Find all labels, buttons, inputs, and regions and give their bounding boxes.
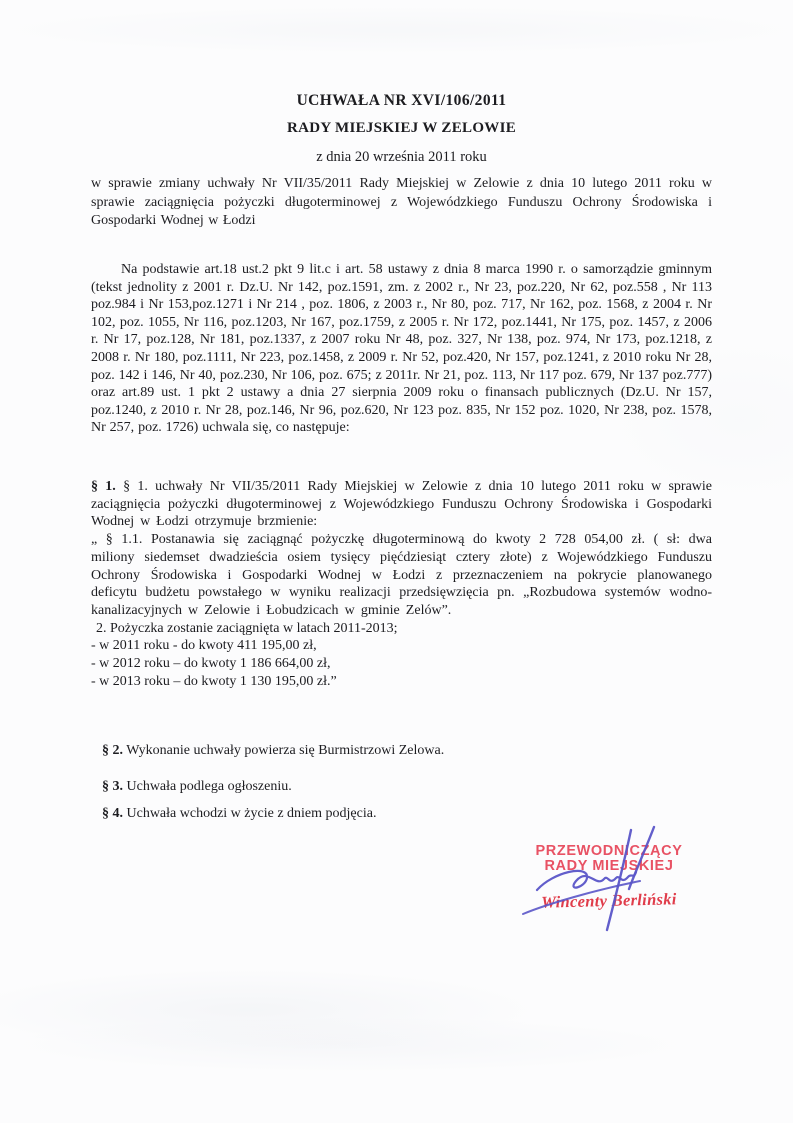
issuing-authority: RADY MIEJSKIEJ W ZELOWIE — [286, 120, 517, 136]
section-1-marker: § 1. — [91, 479, 116, 494]
signer-name: Wincenty Berliński — [541, 889, 677, 912]
section-4 — [91, 806, 712, 822]
section-3-marker: § 3. — [102, 779, 123, 794]
section-4-text: Uchwała wchodzi w życie z dniem podjęcia. — [126, 806, 377, 821]
section-1 — [91, 478, 712, 690]
section-3-text: Uchwała podlega ogłoszeniu. — [126, 779, 292, 794]
loan-years-line: 2. Pożyczka zostanie zaciągnięta w latach 2011-2013; — [96, 620, 398, 636]
section-2-marker: § 2. — [102, 743, 123, 758]
subject-paragraph: w sprawie zmiany uchwały Nr VII/35/2011 Rady Miejskiej w Zelowie z dnia 10 lutego 2011 roku w sprawie zaciągnięcia pożyczki długoterminowej z Wojewódzkiego Funduszu Ochrony Środowiska i Gospodarki Wodnej w Łodzi — [91, 176, 712, 228]
section-1-intro — [91, 478, 712, 531]
section-4-marker: § 4. — [102, 806, 123, 821]
stamp-role-line2: RADY MIEJSKIEJ — [544, 858, 674, 874]
loan-tranche-2012: - w 2012 roku – do kwoty 1 186 664,00 zł, — [91, 656, 331, 672]
section-2 — [91, 743, 712, 759]
section-3 — [91, 779, 712, 795]
section-1-intro-text: § 1. uchwały Nr VII/35/2011 Rady Miejskiej w Zelowie z dnia 10 lutego 2011 roku w sprawie zaciągnięcia pożyczki długoterminowej z Wojewódzkiego Funduszu Ochrony Środowiska i Gospodarki Wodnej w Łodzi otrzymuje brzmienie: — [91, 479, 713, 530]
stamp-role-line1: PRZEWODNICZĄCY — [535, 843, 683, 859]
date-line: z dnia 20 września 2011 roku — [316, 149, 487, 165]
quoted-provision: „ § 1.1. Postanawia się zaciągnąć pożyczkę długoterminową do kwoty 2 728 054,00 zł. ( sł: dwa miliony siedemset dwadzieścia osiem tysięcy pięćdziesiąt cztery złote) z Wojewódzkiego Funduszu Ochrony Środowiska i Gospodarki Wodnej w Łodzi z przeznaczeniem na pokrycie planowanego deficytu budżetu powstałego w wyniku realizacji przedsięwzięcia pn. „Rozbudowa systemów wodno-kanalizacyjnych w Zelowie i Łobudzicach w gminie Zelów”. — [91, 532, 712, 618]
loan-tranche-2013: - w 2013 roku – do kwoty 1 130 195,00 zł.” — [91, 673, 337, 689]
loan-tranche-2011: - w 2011 roku - do kwoty 411 195,00 zł, — [91, 638, 317, 654]
document-title: UCHWAŁA NR XVI/106/2011 — [296, 92, 507, 109]
section-2-text: Wykonanie uchwały powierza się Burmistrzowi Zelowa. — [126, 743, 445, 758]
legal-basis-paragraph: Na podstawie art.18 ust.2 pkt 9 lit.c i art. 58 ustawy z dnia 8 marca 1990 r. o samorządzie gminnym (tekst jednolity z 2001 r. Dz.U. Nr 142, poz.1591, zm. z 2002 r., Nr 23, poz.220, Nr 62, poz.558 , Nr 113 poz.984 i Nr 153,poz.1271 i Nr 214 , poz. 1806, z 2003 r., Nr 80, poz. 717, Nr 162, poz. 1568, z 2004 r. Nr 102, poz. 1055, Nr 116, poz.1203, Nr 167, poz.1759, z 2005 r. Nr 172, poz.1441, Nr 175, poz. 1457, z 2006 r. Nr 17, poz.128, Nr 181, poz.1337, z 2007 roku Nr 48, poz. 327, Nr 138, poz. 974, Nr 173, poz.1218, z 2008 r. Nr 180, poz.1111, Nr 223, poz.1458, z 2009 r. Nr 52, poz.420, Nr 157, poz.1241, z 2010 roku Nr 28, poz. 142 i 146, Nr 40, poz.230, Nr 106, poz. 675; z 2011r. Nr 21, poz. 113, Nr 117 poz. 679, Nr 137 poz.777) oraz art.89 ust. 1 pkt 2 ustawy a dnia 27 sierpnia 2009 roku o finansach publicznych (Dz.U. Nr 157, poz.1240, z 2010 r. Nr 28, poz.146, Nr 96, poz.620, Nr 123 poz. 835, Nr 152 poz. 1020, Nr 238, poz. 1578, Nr 257, poz. 1726) uchwala się, co następuje: — [91, 262, 712, 436]
stamp-text — [531, 844, 687, 874]
